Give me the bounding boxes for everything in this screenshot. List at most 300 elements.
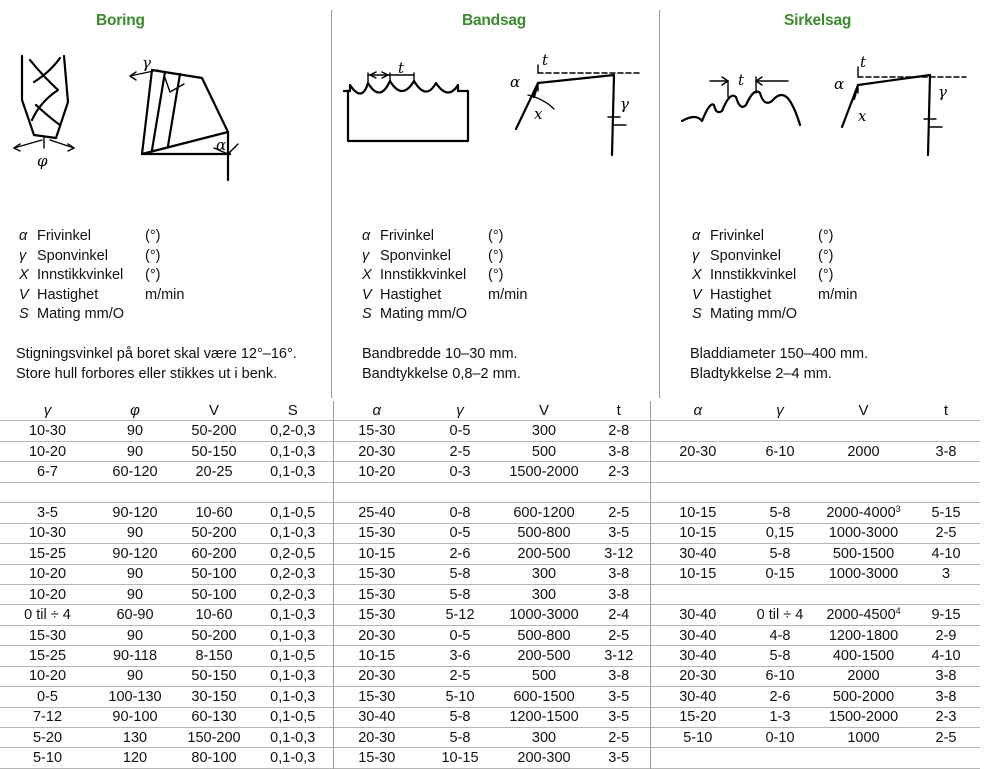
- table-cell: 2-5: [449, 668, 471, 685]
- table-cell: 10-15: [333, 646, 420, 666]
- table-cell: 0,2-0,3: [270, 566, 316, 583]
- legend-row: [19, 305, 124, 325]
- table-cell: 90: [126, 586, 144, 603]
- table-cell: 3-8: [608, 443, 630, 460]
- legend-label: Mating mm/O: [380, 306, 468, 323]
- table-cell: 15-30: [333, 523, 420, 543]
- table-cell: 50-200: [191, 525, 237, 542]
- legend-symbol: γ: [19, 247, 27, 264]
- table-cell: 500-1500: [832, 545, 895, 562]
- table-cell: 4-8: [769, 627, 791, 644]
- table-cell: 90-100: [112, 709, 158, 726]
- table-cell: 3-8: [935, 668, 957, 685]
- table-cell: 20-30: [333, 728, 420, 748]
- note-boring: [16, 345, 297, 384]
- legend-symbol: α: [19, 228, 28, 244]
- legend-symbol: V: [692, 286, 702, 303]
- table-cell: [420, 482, 500, 502]
- legend-unit: (°): [145, 267, 161, 284]
- table-cell: [650, 482, 745, 502]
- legend-unit: (°): [488, 228, 504, 244]
- table-cell: 1000: [847, 729, 880, 746]
- table-cell: 30-40: [650, 687, 745, 707]
- x-label-sirkel: x: [858, 107, 867, 125]
- table-cell: 3-5: [608, 688, 630, 705]
- table-row: [0, 646, 980, 666]
- legend-sirkelsag: [692, 227, 858, 325]
- table-cell: 90: [126, 525, 144, 542]
- table-cell: 10-30: [28, 525, 67, 542]
- table-cell: 120: [122, 750, 148, 767]
- table-cell: 2-5: [935, 525, 957, 542]
- legend-unit: (°): [818, 228, 834, 244]
- table-cell: 200-500: [517, 545, 571, 562]
- table-cell: [588, 482, 650, 502]
- table-cell: 500: [531, 443, 557, 460]
- table-cell: [650, 462, 745, 482]
- legend-row: [692, 227, 834, 247]
- table-cell: 8-150: [195, 647, 233, 664]
- table-cell: 10-20: [28, 566, 67, 583]
- table-cell: 3-8: [608, 566, 630, 583]
- legend-symbol: α: [692, 228, 701, 244]
- legend-row: [19, 286, 185, 306]
- table-cell: 4-10: [931, 647, 961, 664]
- table-cell: 5-8: [449, 566, 471, 583]
- table-row: [0, 523, 980, 543]
- legend-unit: (°): [145, 247, 161, 264]
- table-cell: 2000-4000$^3$: [826, 503, 901, 521]
- legend-unit: (°): [818, 267, 834, 284]
- legend-symbol: V: [362, 286, 372, 303]
- table-cell: 2-4: [608, 607, 630, 624]
- table-cell: 30-150: [191, 688, 237, 705]
- table-cell: 15-30: [333, 584, 420, 604]
- table-cell: 5-10: [32, 750, 63, 767]
- table-cell: 20-30: [333, 666, 420, 686]
- table-cell: 300: [531, 729, 557, 746]
- circular-saw-angle-diagram: [834, 55, 974, 165]
- legend-symbol: V: [19, 286, 29, 303]
- column-header: V: [538, 402, 549, 420]
- table-cell: 500-2000: [832, 688, 895, 705]
- table-cell: 0-3: [449, 464, 471, 481]
- table-row: [0, 584, 980, 604]
- table-cell: 0,1-0,5: [270, 647, 316, 664]
- alpha-label-sirkel: α: [834, 75, 845, 93]
- table-cell: 50-150: [191, 443, 237, 460]
- table-cell: 2-5: [608, 627, 630, 644]
- table-cell: 5-12: [445, 607, 475, 624]
- legend-row: [362, 266, 504, 286]
- table-cell: 10-15: [333, 544, 420, 564]
- table-cell: 200-300: [517, 750, 571, 767]
- table-cell: 15-20: [650, 707, 745, 727]
- table-cell: 90: [126, 423, 144, 440]
- table-cell: 300: [531, 423, 557, 440]
- table-cell: 5-8: [449, 709, 471, 726]
- table-cell: 10-20: [28, 586, 67, 603]
- table-header-row: [0, 401, 980, 421]
- t-label-sirkel: t: [860, 53, 867, 71]
- table-cell: 30-40: [650, 544, 745, 564]
- table-cell: 600-1200: [513, 504, 575, 521]
- drill-angle-diagram: [110, 40, 250, 190]
- table-cell: 2000: [847, 668, 880, 685]
- legend-row: [362, 227, 504, 247]
- table-cell: 30-40: [333, 707, 420, 727]
- table-cell: 80-100: [191, 750, 237, 767]
- table-cell: 3: [941, 566, 951, 583]
- legend-unit: m/min: [488, 286, 528, 303]
- legend-symbol: S: [692, 306, 702, 323]
- heading-bandsag: Bandsag: [462, 12, 527, 29]
- table-cell: 90-120: [112, 504, 158, 521]
- table-cell: [745, 748, 815, 768]
- table-row: [0, 421, 980, 441]
- legend-label: Mating mm/O: [710, 306, 798, 323]
- table-cell: [745, 462, 815, 482]
- legend-row: [362, 286, 528, 306]
- table-cell: 3-5: [37, 504, 58, 521]
- table-cell: 0-5: [37, 688, 58, 705]
- table-row: [0, 666, 980, 686]
- alpha-label-bandsag: α: [510, 73, 521, 91]
- table-cell: 0-10: [765, 729, 795, 746]
- table-row: [0, 544, 980, 564]
- table-cell: [815, 462, 912, 482]
- column-header: S: [287, 402, 298, 420]
- legend-bandsag: [362, 227, 528, 325]
- table-cell: 0-15: [765, 566, 795, 583]
- table-cell: 2-9: [935, 627, 957, 644]
- table-cell: 3-8: [935, 443, 957, 460]
- table-cell: 1000-3000: [509, 607, 579, 624]
- legend-symbol: γ: [692, 247, 700, 264]
- table-cell: 15-30: [333, 687, 420, 707]
- table-cell: 0,1-0,3: [270, 688, 316, 705]
- table-cell: 1000-3000: [828, 525, 899, 542]
- table-cell: 10-20: [28, 668, 67, 685]
- legend-label: Frivinkel: [380, 228, 434, 244]
- table-cell: 0,1-0,5: [270, 504, 316, 521]
- table-cell: 15-30: [333, 605, 420, 625]
- table-cell: 0,1-0,3: [270, 464, 316, 481]
- alpha-label: α: [216, 136, 227, 154]
- table-cell: 0 til ÷ 4: [24, 607, 71, 624]
- note-line: Bandbredde 10–30 mm.: [362, 346, 518, 362]
- legend-label: Sponvinkel: [37, 247, 108, 264]
- table-cell: 100-130: [108, 688, 162, 705]
- table-cell: 0,1-0,3: [270, 525, 316, 542]
- table-cell: 50-100: [191, 566, 237, 583]
- legend-unit: (°): [488, 247, 504, 264]
- table-cell: 30-40: [650, 625, 745, 645]
- table-cell: [912, 748, 980, 768]
- table-cell: [815, 584, 912, 604]
- drill-bit-diagram: [0, 40, 110, 190]
- column-header: γ: [456, 402, 464, 420]
- table-cell: 0,1-0,3: [270, 607, 316, 624]
- table-cell: 2-5: [608, 729, 630, 746]
- table-cell: 0,1-0,3: [270, 668, 316, 685]
- note-line: Stigningsvinkel på boret skal være 12°–16°.: [16, 346, 297, 362]
- table-cell: 1-3: [769, 709, 791, 726]
- legend-label: Hastighet: [710, 286, 772, 303]
- legend-row: [362, 305, 467, 325]
- table-cell: 1500-2000: [509, 464, 579, 481]
- table-cell: 3-8: [608, 668, 630, 685]
- legend-row: [692, 305, 797, 325]
- table-cell: 5-20: [32, 729, 63, 746]
- legend-label: Mating mm/O: [37, 306, 125, 323]
- legend-row: [19, 227, 161, 247]
- table-cell: 1200-1800: [828, 627, 899, 644]
- table-cell: 5-8: [769, 647, 791, 664]
- table-cell: 3-8: [608, 586, 630, 603]
- phi-label: φ: [37, 152, 48, 170]
- table-row: [0, 707, 980, 727]
- table-cell: 0,2-0,3: [270, 423, 316, 440]
- bandsaw-teeth-diagram: [340, 55, 480, 155]
- table-cell: 0-8: [449, 504, 471, 521]
- table-row: [0, 728, 980, 748]
- table-cell: 90-120: [112, 545, 158, 562]
- table-cell: 10-15: [441, 750, 479, 767]
- column-divider: [331, 10, 332, 398]
- table-row: [0, 564, 980, 584]
- table-cell: 6-10: [765, 443, 795, 460]
- table-cell: 0,15: [765, 525, 795, 542]
- legend-unit: m/min: [145, 286, 185, 303]
- table-cell: 5-8: [449, 729, 471, 746]
- legend-label: Sponvinkel: [380, 247, 451, 264]
- table-cell: 6-7: [37, 464, 58, 481]
- table-cell: 10-15: [650, 523, 745, 543]
- column-header: t: [616, 402, 621, 420]
- table-cell: 5-8: [769, 504, 791, 521]
- column-header: γ: [776, 402, 784, 420]
- table-row: [0, 503, 980, 523]
- table-cell: 60-130: [191, 709, 237, 726]
- table-cell: [745, 584, 815, 604]
- gamma-label: γ: [142, 54, 151, 72]
- legend-symbol: X: [362, 267, 372, 284]
- table-body: [0, 421, 980, 768]
- table-cell: 15-25: [28, 647, 67, 664]
- column-header: γ: [43, 402, 52, 420]
- table-cell: 2000: [847, 443, 880, 460]
- table-cell: [253, 482, 333, 502]
- table-cell: 15-30: [333, 421, 420, 441]
- legend-row: [692, 247, 834, 267]
- table-cell: 0-5: [449, 423, 471, 440]
- table-cell: [650, 584, 745, 604]
- table-cell: 300: [531, 566, 557, 583]
- table-cell: 0,2-0,5: [270, 545, 316, 562]
- table-cell: 0,1-0,3: [270, 443, 316, 460]
- table-cell: 10-20: [333, 462, 420, 482]
- table-cell: 3-5: [608, 709, 630, 726]
- table-cell: 500-800: [517, 525, 571, 542]
- table-cell: 90: [126, 566, 144, 583]
- table-cell: 20-30: [650, 666, 745, 686]
- note-bandsag: [362, 345, 521, 384]
- table-cell: 0,1-0,3: [270, 750, 316, 767]
- table-cell: 90: [126, 668, 144, 685]
- legend-symbol: X: [19, 267, 29, 284]
- table-cell: 3-5: [608, 525, 630, 542]
- table-cell: 5-10: [650, 728, 745, 748]
- table-cell: 20-25: [195, 464, 233, 481]
- table-cell: [912, 421, 980, 441]
- legend-label: Sponvinkel: [710, 247, 781, 264]
- table-cell: 10-60: [195, 504, 233, 521]
- table-cell: 400-1500: [832, 647, 895, 664]
- footnote-marker: 3: [895, 503, 901, 514]
- table-cell: 25-40: [333, 503, 420, 523]
- column-header: V: [858, 402, 869, 420]
- table-cell: 2-5: [608, 504, 630, 521]
- column-header: V: [208, 402, 219, 420]
- column-header: α: [650, 401, 745, 421]
- table-cell: 5-10: [445, 688, 475, 705]
- table-cell: 2-8: [608, 423, 630, 440]
- table-cell: 0,1-0,3: [270, 729, 316, 746]
- column-header: α: [333, 401, 420, 421]
- pitch-t-label-sirkel: t: [738, 71, 745, 89]
- table-cell: [650, 421, 745, 441]
- table-cell: 15-30: [333, 564, 420, 584]
- pitch-t-label: t: [398, 59, 405, 77]
- table-cell: 7-12: [32, 709, 63, 726]
- table-cell: 4-10: [931, 545, 961, 562]
- table-cell: 0,1-0,5: [270, 709, 316, 726]
- table-cell: 50-150: [191, 668, 237, 685]
- legend-label: Innstikkvinkel: [710, 267, 797, 284]
- table-cell: 2-6: [769, 688, 791, 705]
- legend-symbol: α: [362, 228, 371, 244]
- legend-label: Hastighet: [37, 286, 99, 303]
- table-cell: [745, 421, 815, 441]
- gamma-label-sirkel: γ: [938, 83, 947, 101]
- table-cell: 15-30: [333, 748, 420, 768]
- table-cell: [815, 748, 912, 768]
- table-cell: 2-3: [935, 709, 957, 726]
- legend-symbol: γ: [362, 247, 370, 264]
- table-cell: 50-200: [191, 627, 237, 644]
- table-cell: 0,2-0,3: [270, 586, 316, 603]
- gamma-label-bandsag: γ: [620, 95, 629, 113]
- footnote-marker: 4: [895, 606, 901, 617]
- table-cell: 60-200: [191, 545, 237, 562]
- table-cell: 3-6: [449, 647, 471, 664]
- table-cell: 30-40: [650, 605, 745, 625]
- legend-symbol: X: [692, 267, 702, 284]
- table-cell: 300: [531, 586, 557, 603]
- table-cell: 60-90: [116, 607, 154, 624]
- table-cell: 20-30: [333, 625, 420, 645]
- table-cell: 90-118: [112, 647, 158, 664]
- legend-unit: (°): [488, 267, 504, 284]
- table-cell: 10-60: [195, 607, 233, 624]
- note-line: Store hull forbores eller stikkes ut i benk.: [16, 365, 278, 382]
- table-cell: 5-15: [931, 504, 961, 521]
- note-line: Bandtykkelse 0,8–2 mm.: [362, 365, 521, 382]
- table-cell: 10-15: [650, 503, 745, 523]
- table-row: [0, 605, 980, 625]
- legend-unit: (°): [145, 228, 161, 244]
- legend-label: Frivinkel: [710, 228, 764, 244]
- table-cell: [333, 482, 420, 502]
- table-cell: [500, 482, 588, 502]
- table-cell: 500: [531, 668, 557, 685]
- table-cell: 90: [126, 627, 144, 644]
- table-cell: [175, 482, 253, 502]
- table-cell: 3-8: [935, 688, 957, 705]
- table-cell: 5-8: [769, 545, 791, 562]
- table-cell: 600-1500: [513, 688, 575, 705]
- legend-row: [19, 247, 161, 267]
- legend-row: [19, 266, 161, 286]
- table-cell: 2-5: [935, 729, 957, 746]
- table-cell: 50-100: [191, 586, 237, 603]
- table-cell: [815, 421, 912, 441]
- column-header: t: [943, 402, 949, 420]
- table-cell: 150-200: [187, 729, 241, 746]
- table-cell: 500-800: [517, 627, 571, 644]
- table-cell: 2000-4500$^4$: [826, 606, 901, 624]
- table-cell: 20-30: [333, 441, 420, 461]
- table-cell: 1200-1500: [509, 709, 579, 726]
- table-cell: 30-40: [650, 646, 745, 666]
- table-cell: [912, 584, 980, 604]
- legend-symbol: S: [362, 306, 372, 323]
- heading-boring: Boring: [96, 12, 145, 29]
- note-line: Bladtykkelse 2–4 mm.: [690, 365, 832, 382]
- table-cell: [912, 482, 980, 502]
- table-row: [0, 687, 980, 707]
- table-cell: 2-6: [449, 545, 471, 562]
- table-cell: 5-8: [449, 586, 471, 603]
- legend-boring: [19, 227, 185, 325]
- table-cell: 15-25: [28, 545, 67, 562]
- table-row: [0, 748, 980, 768]
- table-cell: [0, 482, 95, 502]
- legend-label: Hastighet: [380, 286, 442, 303]
- table-row: [0, 441, 980, 461]
- column-header: φ: [130, 402, 140, 420]
- table-cell: [815, 482, 912, 502]
- legend-label: Innstikkvinkel: [380, 267, 467, 284]
- table-row: [0, 462, 980, 482]
- table-cell: 6-10: [765, 668, 795, 685]
- table-cell: 50-200: [191, 423, 237, 440]
- table-cell: [95, 482, 175, 502]
- table-cell: 2-3: [608, 464, 630, 481]
- parameter-table: [0, 401, 980, 769]
- table-cell: 200-500: [517, 647, 571, 664]
- legend-row: [362, 247, 504, 267]
- circular-saw-teeth-diagram: [680, 55, 810, 155]
- table-row: [0, 625, 980, 645]
- legend-row: [692, 266, 834, 286]
- table-cell: 1000-3000: [828, 566, 899, 583]
- legend-label: Frivinkel: [37, 228, 91, 244]
- table-cell: 10-20: [28, 443, 67, 460]
- table-cell: 130: [122, 729, 148, 746]
- bandsaw-angle-diagram: [508, 51, 648, 165]
